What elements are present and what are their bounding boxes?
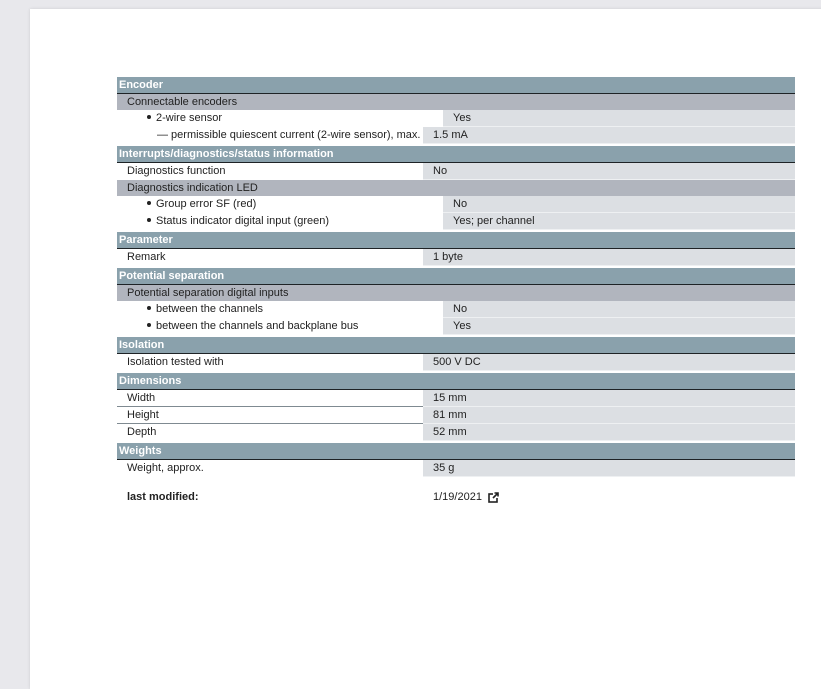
section-header: Interrupts/diagnostics/status information [117,146,795,163]
spec-value: 1 byte [423,249,795,266]
spec-label-text: Depth [127,426,157,438]
spec-row [117,424,795,441]
section-header: Dimensions [117,373,795,390]
spec-label [117,424,423,441]
bullet-icon [147,323,151,327]
spec-row [117,354,795,371]
spec-value: 1.5 mA [423,127,795,144]
spec-label-text: Height [127,409,159,421]
spec-label-text: Group error SF (red) [156,198,257,210]
spec-label-text: Remark [127,251,166,263]
spec-label-text: Status indicator digital input (green) [156,215,330,227]
bullet-icon [147,306,151,310]
spec-value: 500 V DC [423,354,795,371]
spec-label-text: — permissible quiescent current (2-wire sensor), max. [157,129,421,141]
section-header: Potential separation [117,268,795,285]
spec-label [117,301,443,318]
subsection-header: Potential separation digital inputs [117,285,795,301]
spec-label [117,213,443,230]
last-modified-row [117,491,795,503]
bullet-icon [147,115,151,119]
spec-row [117,318,795,335]
spec-value: 81 mm [423,407,795,424]
spec-label [117,127,423,144]
last-modified-label: last modified: [127,491,199,503]
spec-value: No [443,196,795,213]
spec-row [117,249,795,266]
subsection-header: Diagnostics indication LED [117,180,795,196]
spec-value: 15 mm [423,390,795,407]
spec-row [117,407,795,424]
spec-value: No [443,301,795,318]
spec-row [117,301,795,318]
technical-data-table [117,77,795,503]
spec-label-text: between the channels and backplane bus [156,320,359,332]
spec-value: Yes; per channel [443,213,795,230]
spec-label [117,390,423,407]
spec-label [117,407,423,424]
last-modified-date: 1/19/2021 [433,491,482,503]
spec-label-text: between the channels [156,303,264,315]
spec-label [117,460,423,477]
spec-row [117,213,795,230]
spec-value: 52 mm [423,424,795,441]
spec-row [117,110,795,127]
section-header: Encoder [117,77,795,94]
spec-label [117,163,423,180]
spec-row [117,163,795,180]
spec-value: 35 g [423,460,795,477]
last-modified-value-cell [423,491,499,503]
document-page [30,9,821,689]
spec-value: Yes [443,110,795,127]
spec-row [117,460,795,477]
spec-row [117,127,795,144]
spec-label-text: Diagnostics function [127,165,226,177]
bullet-icon [147,201,151,205]
bullet-icon [147,218,151,222]
spec-label [117,249,423,266]
spec-label [117,110,443,127]
section-header: Weights [117,443,795,460]
spec-label-text: Weight, approx. [127,462,204,474]
section-header: Parameter [117,232,795,249]
spec-row [117,196,795,213]
spec-label [117,196,443,213]
spec-label-text: Isolation tested with [127,356,224,368]
spec-label-text: Width [127,392,156,404]
spec-label [117,354,423,371]
spec-label [117,318,443,335]
spec-label-text: 2-wire sensor [156,112,223,124]
spec-value: No [423,163,795,180]
spec-value: Yes [443,318,795,335]
subsection-header: Connectable encoders [117,94,795,110]
section-header: Isolation [117,337,795,354]
spec-row [117,390,795,407]
external-link-icon[interactable] [488,492,499,503]
